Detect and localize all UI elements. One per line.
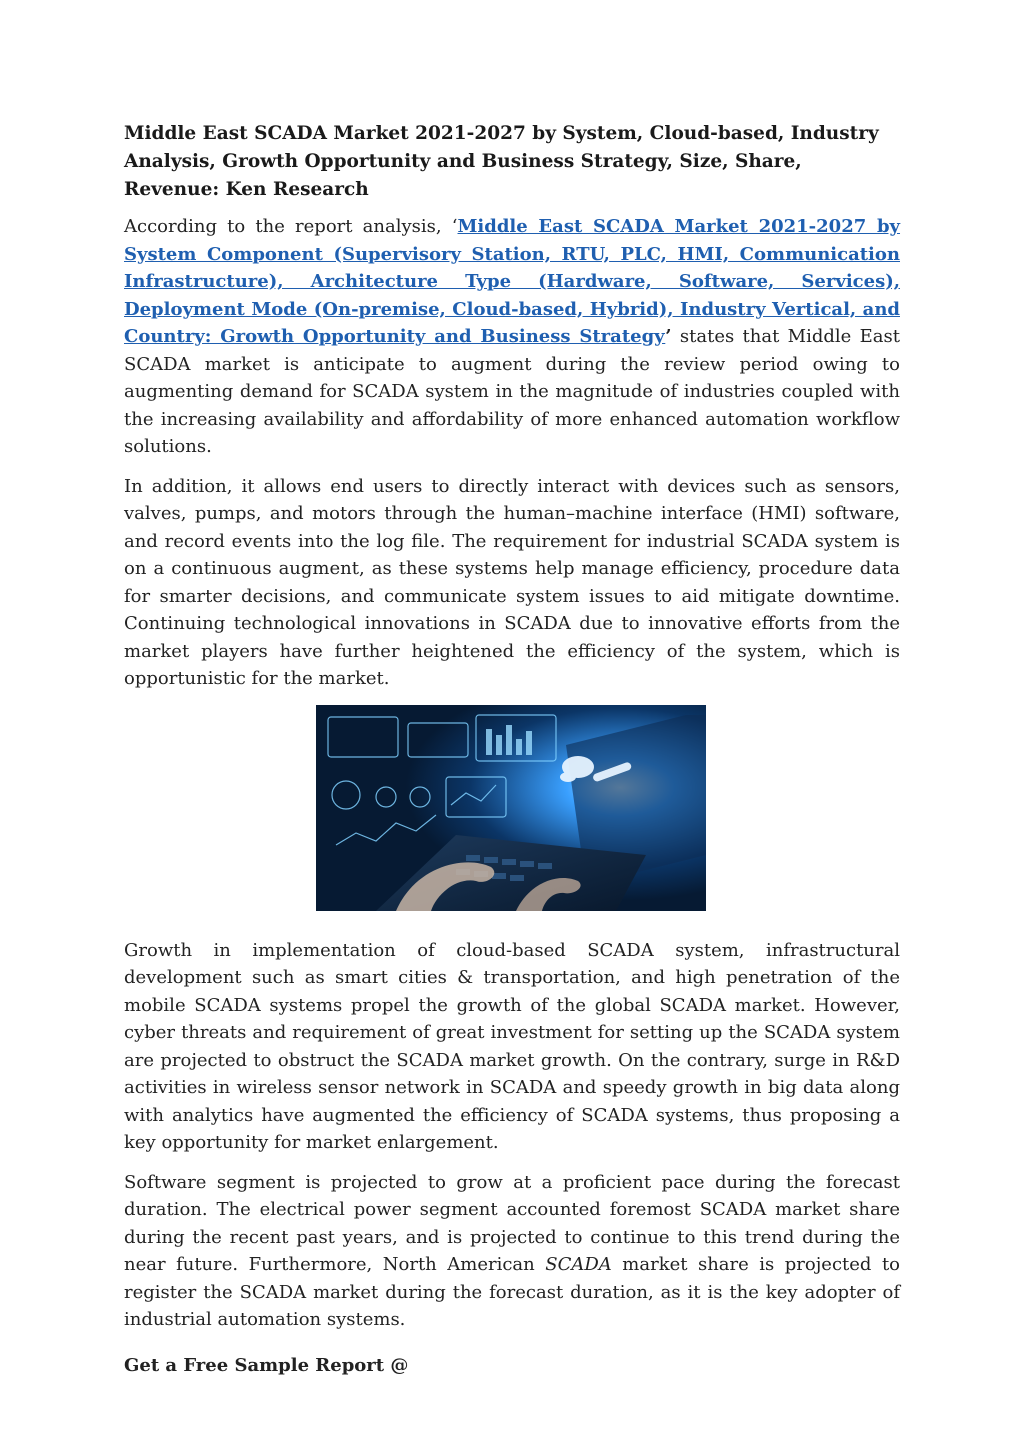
paragraph-growth: Growth in implementation of cloud-based SCADA system, infrastructural development such as smart cities & transportation, and high penetration of the mobile SCADA systems propel the growth of the global SCADA market. However, cyber threats and requirement of great investment for setting up the SCADA system are projected to obstruct the SCADA market growth. On the contrary, surge in R&D activities in wireless sensor network in SCADA and speedy growth in big data along with analytics have augmented the efficiency of SCADA systems, thus proposing a key opportunity for market enlargement. xyxy=(124,939,900,1153)
free-sample-cta: Get a Free Sample Report @ xyxy=(124,1354,409,1376)
report-link[interactable]: Middle East SCADA Market 2021-2027 by System Component (Supervisory Station, RTU, PLC, HMI, Communication Infrastructure), Architecture Type (Hardware, Software, Services), Deployment Mode (On-premise, Cloud-based, Hybrid), Industry Vertical, and Country: Growth Opportunity and Business Strategy xyxy=(124,216,901,347)
paragraph-hmi: In addition, it allows end users to directly interact with devices such as sensors, valves, pumps, and motors through the human–machine interface (HMI) software, and record events into the log file. The requirement for industrial SCADA system is on a continuous augment, as these systems help manage efficiency, procedure data for smarter decisions, and communicate system issues to aid mitigate downtime. Continuing technological innovations in SCADA due to innovative efforts from the market players have further heightened the efficiency of the system, which is opportunistic for the market. xyxy=(124,475,900,689)
document-page xyxy=(124,120,900,1379)
software-prefix: Software segment is projected to grow at a proficient pace during the forecast duration. The electrical power segment accounted foremost SCADA market share during the recent past years, and is projected to continue to this trend during the near future. Furthermore, North American xyxy=(124,1171,900,1275)
software-suffix: market share is projected to register the SCADA market during the forecast duration, as it is the key adopter of industrial automation systems. xyxy=(124,1254,901,1330)
intro-prefix: According to the report analysis, ‘ xyxy=(124,216,458,237)
paragraph-intro xyxy=(124,213,900,461)
paragraph-software xyxy=(124,1169,900,1334)
scada-technology-image xyxy=(316,705,706,911)
intro-suffix: states that Middle East SCADA market is anticipate to augment during the review period owing to augmenting demand for SCADA system in the magnitude of industries coupled with the increasing availability and affordability of more enhanced automation workflow solutions. xyxy=(124,326,900,457)
quote-close: ’ xyxy=(665,326,672,347)
document-title: Middle East SCADA Market 2021-2027 by System, Cloud-based, Industry Analysis, Growth Opportunity and Business Strategy, Size, Share, Revenue: Ken Research xyxy=(124,123,879,200)
scada-italic: SCADA xyxy=(545,1254,612,1275)
